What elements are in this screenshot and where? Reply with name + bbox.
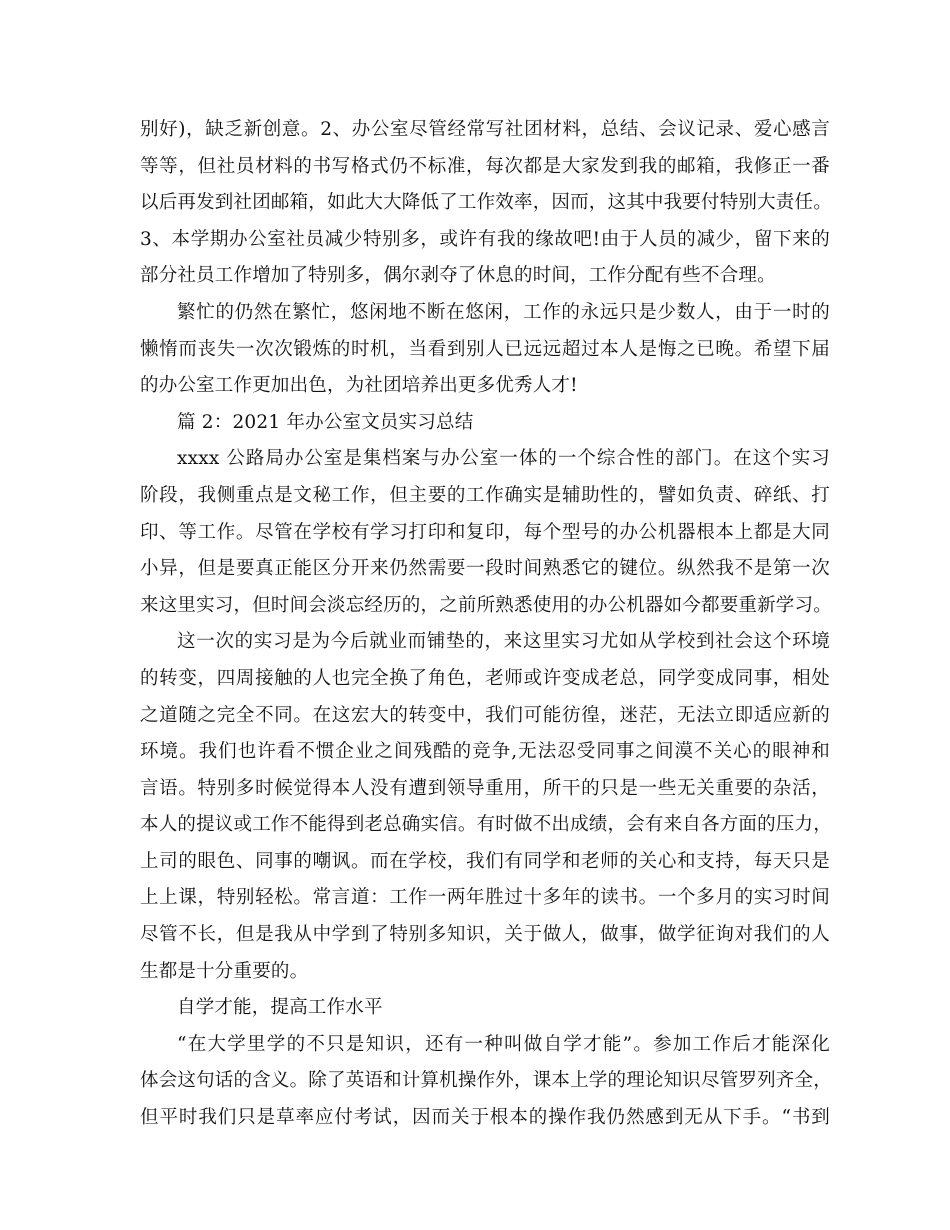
- text-line: 生都是十分重要的。: [140, 960, 309, 982]
- text-line: 上上课，特别轻松。常言道：工作一两年胜过十多年的读书。一个多月的实习时间: [140, 887, 830, 909]
- text-line: 环境。我们也许看不惯企业之间残酷的竞争,无法忍受同事之间漠不关心的眼神和: [140, 741, 830, 763]
- text-line: 的办公室工作更加出色，为社团培养出更多优秀人才!: [140, 375, 578, 397]
- text-line: 来这里实习，但时间会淡忘经历的，之前所熟悉使用的办公机器如今都要重新学习。: [140, 594, 832, 616]
- text-line: 部分社员工作增加了特别多，偶尔剥夺了休息的时间，工作分配有些不合理。: [140, 265, 776, 287]
- text-line: 小异，但是要真正能区分开来仍然需要一段时间熟悉它的键位。纵然我不是第一次: [140, 558, 830, 580]
- paragraph-first-line: xxxx 公路局办公室是集档案与办公室一体的一个综合性的部门。在这个实习: [177, 448, 830, 470]
- text-line: 等等，但社员材料的书写格式仍不标准，每次都是大家发到我的邮箱，我修正一番: [140, 155, 830, 177]
- text-line: 以后再发到社团邮箱，如此大大降低了工作效率，因而，这其中我要付特别大责任。: [140, 192, 832, 214]
- document-body: [140, 112, 830, 1137]
- text-line: 印、等工作。尽管在学校有学习打印和复印，每个型号的办公机器根本上都是大同: [140, 521, 830, 543]
- paragraph-first-line: 篇 2：2021 年办公室文员实习总结: [177, 411, 474, 433]
- text-line: 之道随之完全不同。在这宏大的转变中，我们可能彷徨，迷茫，无法立即适应新的: [140, 704, 830, 726]
- paragraph-first-line: 自学才能，提高工作水平: [177, 997, 383, 1019]
- text-line: 阶段，我侧重点是文秘工作，但主要的工作确实是辅助性的，譬如负责、碎纸、打: [140, 484, 830, 506]
- text-line: 3、本学期办公室社员减少特别多，或许有我的缘故吧!由于人员的减少，留下来的: [140, 228, 830, 250]
- text-line: 本人的提议或工作不能得到老总确实信。有时做不出成绩，会有来自各方面的压力，: [140, 814, 832, 836]
- text-line: 体会这句话的含义。除了英语和计算机操作外，课本上学的理论知识尽管罗列齐全，: [140, 1070, 832, 1092]
- text-line: 上司的眼色、同事的嘲讽。而在学校，我们有同学和老师的关心和支持，每天只是: [140, 850, 830, 872]
- text-line: 但平时我们只是草率应付考试，因而关于根本的操作我仍然感到无从下手。“书到: [140, 1107, 830, 1129]
- paragraph-first-line: 繁忙的仍然在繁忙，悠闲地不断在悠闲，工作的永远只是少数人，由于一时的: [177, 301, 830, 323]
- text-line: 别好)，缺乏新创意。2、办公室尽管经常写社团材料，总结、会议记录、爱心感言: [140, 119, 830, 140]
- text-line: 言语。特别多时候觉得本人没有遭到领导重用，所干的只是一些无关重要的杂活，: [140, 777, 830, 799]
- text-line: 懒惰而丧失一次次锻炼的时机，当看到别人已远远超过本人是悔之已晚。希望下届: [140, 338, 830, 360]
- text-line: 的转变，四周接触的人也完全换了角色，老师或许变成老总，同学变成同事，相处: [140, 667, 830, 689]
- text-line: 尽管不长，但是我从中学到了特别多知识，关于做人，做事，做学征询对我们的人: [140, 924, 830, 946]
- paragraph-first-line: “在大学里学的不只是知识，还有一种叫做自学才能”。参加工作后才能深化: [177, 1033, 830, 1055]
- paragraph-first-line: 这一次的实习是为今后就业而铺垫的，来这里实习尤如从学校到社会这个环境: [177, 631, 830, 653]
